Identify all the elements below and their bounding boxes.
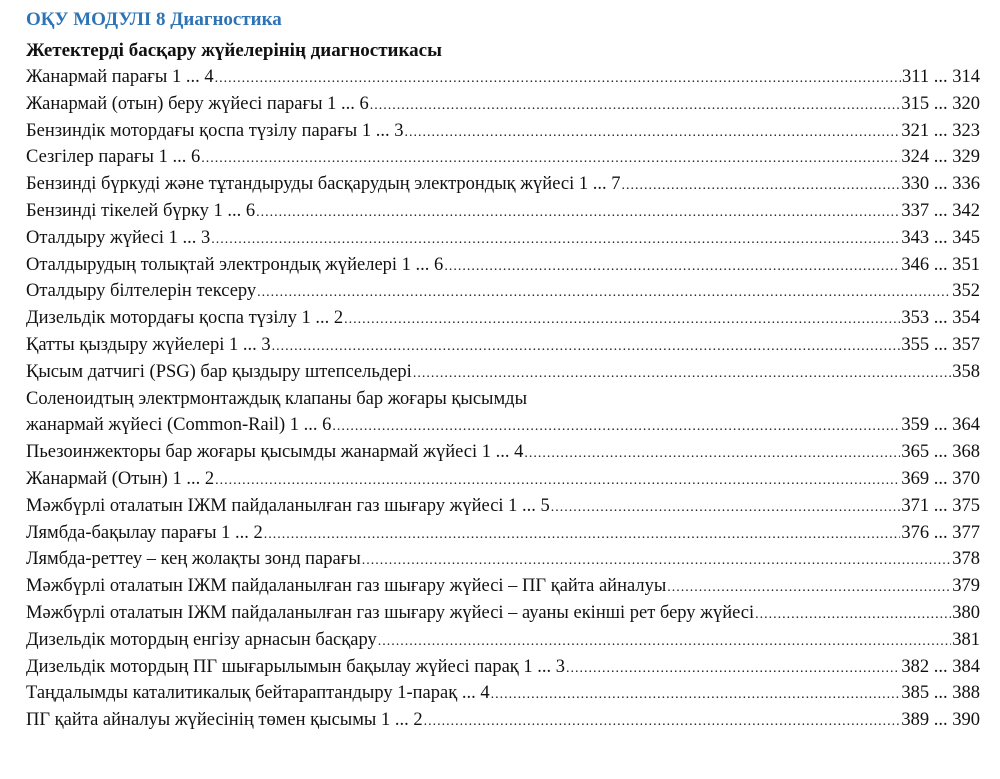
toc-entry-pages: 324 ... 329 bbox=[901, 147, 980, 168]
toc-entry bbox=[26, 600, 980, 627]
toc-entry-pages: 376 ... 377 bbox=[901, 522, 980, 543]
toc-entry-title: Дизельдік мотордың енгізу арнасын басқару bbox=[26, 629, 377, 650]
section-title: Жетектерді басқару жүйелерінің диагностикасы bbox=[26, 40, 442, 61]
dot-leader bbox=[215, 66, 901, 91]
table-of-contents bbox=[26, 64, 980, 734]
toc-entry-title: Сезгілер парағы 1 ... 6 bbox=[26, 147, 201, 168]
toc-entry-title: Оталдыру білтелерін тексеру bbox=[26, 281, 257, 302]
toc-entry-title: Оталдырудың толықтай электрондық жүйелері 1 ... 6 bbox=[26, 254, 444, 275]
toc-entry-pages: 382 ... 384 bbox=[901, 656, 980, 677]
toc-entry-title: Жанармай парағы 1 ... 4 bbox=[26, 67, 214, 87]
dot-leader bbox=[332, 414, 900, 439]
toc-entry-title: Лямбда-бақылау парағы 1 ... 2 bbox=[26, 522, 263, 543]
toc-entry bbox=[26, 412, 980, 439]
toc-entry-title: Таңдалымды каталитикалық бейтараптандыру 1-парақ ... 4 bbox=[26, 683, 490, 704]
toc-entry bbox=[26, 91, 980, 118]
dot-leader bbox=[491, 682, 901, 707]
toc-entry bbox=[26, 332, 980, 359]
toc-entry-pages: 389 ... 390 bbox=[901, 710, 980, 731]
toc-entry bbox=[26, 493, 980, 520]
toc-entry bbox=[26, 680, 980, 707]
toc-entry bbox=[26, 627, 980, 654]
toc-entry-pages: 385 ... 388 bbox=[901, 683, 980, 704]
toc-entry-title: жанармай жүйесі (Common-Rail) 1 ... 6 bbox=[26, 415, 332, 436]
toc-entry-title: Жанармай (Отын) 1 ... 2 bbox=[26, 468, 215, 489]
toc-entry-pages: 381 bbox=[952, 629, 980, 650]
toc-entry-pages: 330 ... 336 bbox=[901, 174, 980, 195]
toc-entry bbox=[26, 305, 980, 332]
toc-entry-title: Қысым датчигі (PSG) бар қыздыру штепсельдері bbox=[26, 361, 412, 382]
toc-entry-pages: 343 ... 345 bbox=[901, 227, 980, 248]
toc-entry-pages: 358 bbox=[952, 361, 980, 382]
dot-leader bbox=[444, 254, 900, 279]
dot-leader bbox=[566, 656, 900, 681]
dot-leader bbox=[551, 495, 901, 520]
toc-entry-title: Дизельдік мотордағы қоспа түзілу 1 ... 2 bbox=[26, 308, 344, 329]
toc-entry bbox=[26, 278, 980, 305]
toc-entry-title: Қатты қыздыру жүйелері 1 ... 3 bbox=[26, 334, 271, 355]
toc-entry-pages: 380 bbox=[952, 602, 980, 623]
toc-entry-pages: 378 bbox=[952, 549, 980, 570]
module-title: ОҚУ МОДУЛІ 8 Диагностика bbox=[26, 9, 282, 30]
toc-entry-pages: 365 ... 368 bbox=[901, 442, 980, 463]
toc-entry-title: Мәжбүрлі оталатын ІЖМ пайдаланылған газ шығару жүйесі 1 ... 5 bbox=[26, 495, 550, 516]
dot-leader bbox=[378, 629, 952, 654]
toc-entry-pages: 359 ... 364 bbox=[901, 415, 980, 436]
toc-entry bbox=[26, 654, 980, 681]
toc-entry-title: ПГ қайта айналуы жүйесінің төмен қысымы 1 ... 2 bbox=[26, 710, 423, 731]
toc-entry-title: Соленоидтың электрмонтаждық клапаны бар жоғары қысымды bbox=[26, 388, 528, 409]
toc-entry-pages: 369 ... 370 bbox=[901, 468, 980, 489]
dot-leader bbox=[215, 468, 900, 493]
toc-entry bbox=[26, 118, 980, 145]
toc-entry bbox=[26, 386, 980, 413]
toc-entry-title: Лямбда-реттеу – кең жолақты зонд парағы bbox=[26, 549, 361, 570]
dot-leader bbox=[424, 709, 901, 734]
toc-entry bbox=[26, 439, 980, 466]
toc-entry bbox=[26, 707, 980, 734]
dot-leader bbox=[413, 361, 951, 386]
toc-entry-title: Мәжбүрлі оталатын ІЖМ пайдаланылған газ шығару жүйесі – ауаны екінші рет беру жүйесі bbox=[26, 602, 755, 623]
toc-entry-title: Бензинді бүркуді және тұтандыруды басқарудың электрондық жүйесі 1 ... 7 bbox=[26, 174, 621, 195]
toc-entry-pages: 346 ... 351 bbox=[901, 254, 980, 275]
toc-entry bbox=[26, 359, 980, 386]
toc-entry-title: Бензиндік мотордағы қоспа түзілу парағы 1 ... 3 bbox=[26, 120, 404, 141]
dot-leader bbox=[370, 93, 901, 118]
dot-leader bbox=[256, 200, 900, 225]
toc-entry-title: Жанармай (отын) беру жүйесі парағы 1 ... 6 bbox=[26, 93, 369, 114]
dot-leader bbox=[524, 441, 900, 466]
dot-leader bbox=[264, 522, 901, 547]
toc-entry-pages: 355 ... 357 bbox=[901, 334, 980, 355]
toc-entry bbox=[26, 466, 980, 493]
toc-entry-pages: 311 ... 314 bbox=[902, 67, 980, 87]
dot-leader bbox=[211, 227, 900, 252]
toc-entry bbox=[26, 64, 980, 91]
dot-leader bbox=[667, 575, 951, 600]
toc-entry-pages: 353 ... 354 bbox=[901, 308, 980, 329]
dot-leader bbox=[755, 602, 951, 627]
toc-entry bbox=[26, 198, 980, 225]
toc-entry-title: Бензинді тікелей бүрку 1 ... 6 bbox=[26, 200, 256, 221]
dot-leader bbox=[362, 548, 951, 573]
toc-entry-title: Пьезоинжекторы бар жоғары қысымды жанармай жүйесі 1 ... 4 bbox=[26, 442, 524, 463]
toc-entry-pages: 371 ... 375 bbox=[901, 495, 980, 516]
toc-entry bbox=[26, 225, 980, 252]
toc-entry-pages: 321 ... 323 bbox=[901, 120, 980, 141]
toc-entry bbox=[26, 546, 980, 573]
toc-entry-title: Дизельдік мотордың ПГ шығарылымын бақылау жүйесі парақ 1 ... 3 bbox=[26, 656, 566, 677]
toc-entry bbox=[26, 144, 980, 171]
toc-entry bbox=[26, 252, 980, 279]
toc-entry bbox=[26, 171, 980, 198]
dot-leader bbox=[404, 120, 900, 145]
dot-leader bbox=[257, 280, 951, 305]
dot-leader bbox=[344, 307, 900, 332]
dot-leader bbox=[621, 173, 900, 198]
toc-entry-title: Оталдыру жүйесі 1 ... 3 bbox=[26, 227, 211, 248]
dot-leader bbox=[272, 334, 901, 359]
toc-entry-pages: 379 bbox=[952, 576, 980, 597]
toc-entry-pages: 352 bbox=[952, 281, 980, 302]
toc-entry-pages: 337 ... 342 bbox=[901, 200, 980, 221]
dot-leader bbox=[201, 146, 900, 171]
toc-entry-pages: 315 ... 320 bbox=[901, 93, 980, 114]
toc-entry-title: Мәжбүрлі оталатын ІЖМ пайдаланылған газ шығару жүйесі – ПГ қайта айналуы bbox=[26, 576, 667, 597]
toc-entry bbox=[26, 573, 980, 600]
toc-entry bbox=[26, 520, 980, 547]
